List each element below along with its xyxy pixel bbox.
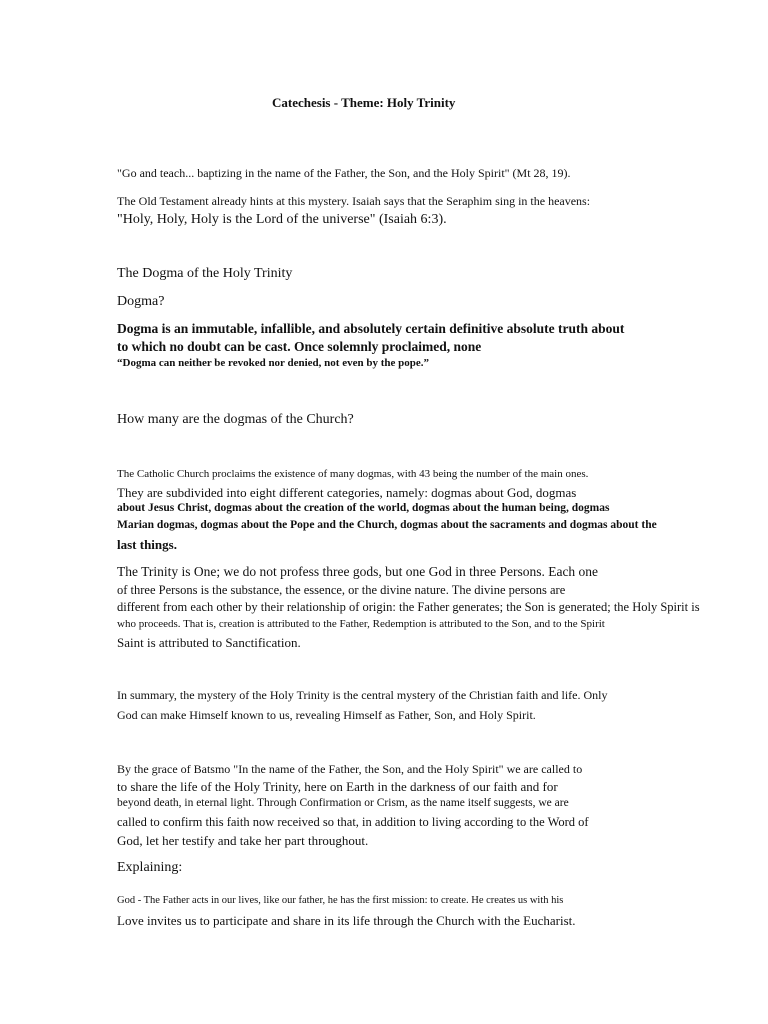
trinity-line-5: Saint is attributed to Sanctification. [117, 635, 301, 650]
summary-line-1: In summary, the mystery of the Holy Trinity is the central mystery of the Christian faith and life. Only [117, 688, 608, 702]
grace-line-3: beyond death, in eternal light. Through Confirmation or Crism, as the name itself suggests, we are [117, 797, 569, 809]
grace-line-5: God, let her testify and take her part throughout. [117, 833, 369, 848]
old-testament-line-1: The Old Testament already hints at this mystery. Isaiah says that the Seraphim sing in the heavens: [117, 194, 591, 208]
explaining-heading: Explaining: [117, 860, 183, 875]
dogma-definition-line-3: “Dogma can neither be revoked nor denied, not even by the pope.” [117, 357, 429, 369]
grace-line-1: By the grace of Batsmo "In the name of the Father, the Son, and the Holy Spirit" we are called to [117, 762, 583, 776]
how-many-dogmas-heading: How many are the dogmas of the Church? [117, 412, 354, 427]
trinity-line-3: different from each other by their relationship of origin: the Father generates; the Son is generated; the Holy Spirit is [117, 600, 700, 614]
catholic-church-line-5: last things. [117, 537, 177, 552]
god-father-line-2: Love invites us to participate and share in its life through the Church with the Eucharist. [117, 913, 576, 928]
trinity-line-1: The Trinity is One; we do not profess three gods, but one God in three Persons. Each one [117, 564, 599, 579]
scripture-quote-mt: "Go and teach... baptizing in the name of the Father, the Son, and the Holy Spirit" (Mt 28, 19). [117, 166, 571, 180]
dogma-question: Dogma? [117, 294, 165, 309]
page-title: Catechesis - Theme: Holy Trinity [272, 95, 456, 110]
trinity-line-4: who proceeds. That is, creation is attributed to the Father, Redemption is attributed to the Son, and to the Spirit [117, 618, 605, 630]
catholic-church-line-2: They are subdivided into eight different categories, namely: dogmas about God, dogmas [117, 485, 577, 500]
dogma-definition-line-2: to which no doubt can be cast. Once solemnly proclaimed, none [117, 339, 482, 354]
catholic-church-line-1: The Catholic Church proclaims the existence of many dogmas, with 43 being the number of the main ones. [117, 468, 589, 480]
dogma-definition-line-1: Dogma is an immutable, infallible, and absolutely certain definitive absolute truth about [117, 321, 625, 336]
grace-line-4: called to confirm this faith now received so that, in addition to living according to the Word of [117, 815, 589, 829]
trinity-line-2: of three Persons is the substance, the essence, or the divine nature. The divine persons are [117, 583, 566, 597]
catholic-church-line-4: Marian dogmas, dogmas about the Pope and the Church, dogmas about the sacraments and dogmas about the [117, 519, 657, 531]
grace-line-2: to share the life of the Holy Trinity, here on Earth in the darkness of our faith and for [117, 779, 558, 794]
old-testament-line-2: "Holy, Holy, Holy is the Lord of the universe" (Isaiah 6:3). [117, 212, 447, 227]
god-father-line-1: God - The Father acts in our lives, like our father, he has the first mission: to create. He creates us with his [117, 895, 564, 906]
summary-line-2: God can make Himself known to us, revealing Himself as Father, Son, and Holy Spirit. [117, 708, 536, 722]
dogma-heading: The Dogma of the Holy Trinity [117, 266, 293, 281]
catholic-church-line-3: about Jesus Christ, dogmas about the creation of the world, dogmas about the human being, dogmas [117, 502, 610, 514]
